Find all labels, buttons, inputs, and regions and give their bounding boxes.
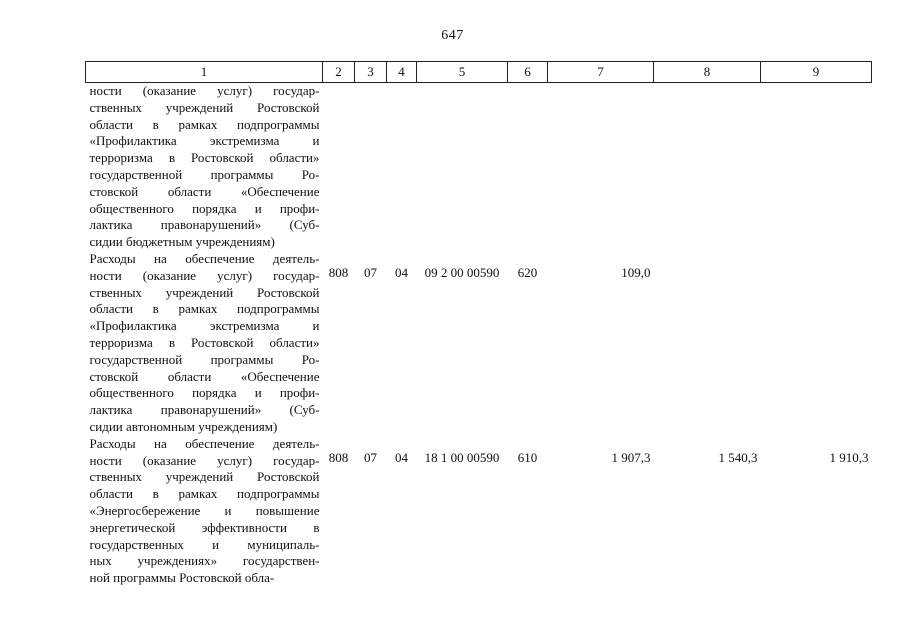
cell-target-article: 18 1 00 00590 <box>424 449 500 465</box>
budget-table <box>85 61 872 587</box>
row-description <box>86 436 323 587</box>
description-line: ности (оказание услуг) государ- <box>89 452 320 468</box>
header-col-6: 6 <box>508 62 548 83</box>
description-line: государственной программы Ро- <box>89 351 320 367</box>
header-col-1: 1 <box>86 62 323 83</box>
row-description <box>86 83 323 251</box>
description-line: ственных учреждений Ростовской <box>89 284 320 300</box>
cell-target-article: 09 2 00 00590 <box>424 264 500 280</box>
cell-ministry-code <box>323 83 355 251</box>
description-line: лактика правонарушений» (Суб- <box>89 217 320 233</box>
description-line: ности (оказание услуг) государ- <box>89 83 320 98</box>
cell-expense-type: 620 <box>517 264 538 280</box>
description-line: ственных учреждений Ростовской <box>89 99 320 115</box>
description-line: терроризма в Ростовской области» <box>89 150 320 166</box>
header-col-7: 7 <box>548 62 654 83</box>
cell-target-article <box>417 83 508 251</box>
row-description <box>86 251 323 436</box>
cell-amount-year-3 <box>761 251 872 436</box>
cell-expense-type: 610 <box>517 449 538 465</box>
description-line: ной программы Ростовской обла- <box>89 570 275 586</box>
description-line: общественного порядка и профи- <box>89 385 320 401</box>
header-row <box>86 62 872 83</box>
description-line: энергетической эффективности в <box>89 519 320 535</box>
cell-amount-year-1: 109,0 <box>621 264 651 280</box>
description-line: ных учреждениях» государствен- <box>89 553 320 569</box>
cell-subsection: 04 <box>395 449 408 465</box>
description-line: области в рамках подпрограммы <box>89 486 320 502</box>
description-line: «Энергосбережение и повышение <box>89 502 320 518</box>
header-col-8: 8 <box>654 62 761 83</box>
description-line: сидии бюджетным учреждениям) <box>89 234 275 250</box>
description-line: ности (оказание услуг) государ- <box>89 267 320 283</box>
description-line: «Профилактика экстремизма и <box>89 133 320 149</box>
page-number: 647 <box>441 28 464 43</box>
description-line: стовской области «Обеспечение <box>89 368 320 384</box>
table-row <box>86 251 872 436</box>
description-line: государственной программы Ро- <box>89 166 320 182</box>
description-line: терроризма в Ростовской области» <box>89 334 320 350</box>
description-line: общественного порядка и профи- <box>89 200 320 216</box>
cell-subsection <box>387 83 417 251</box>
cell-ministry-code: 808 <box>328 264 349 280</box>
cell-ministry-code: 808 <box>328 449 349 465</box>
cell-subsection: 04 <box>395 264 408 280</box>
cell-amount-year-3: 1 910,3 <box>829 449 869 465</box>
description-line: «Профилактика экстремизма и <box>89 318 320 334</box>
description-line: области в рамках подпрограммы <box>89 301 320 317</box>
table-body <box>86 83 872 587</box>
cell-expense-type <box>508 83 548 251</box>
header-col-5: 5 <box>417 62 508 83</box>
cell-amount-year-2 <box>654 251 761 436</box>
description-line: сидии автономным учреждениям) <box>89 418 278 434</box>
cell-amount-year-2 <box>654 83 761 251</box>
header-col-9: 9 <box>761 62 872 83</box>
description-line: стовской области «Обеспечение <box>89 183 320 199</box>
cell-section: 07 <box>364 449 377 465</box>
table-row <box>86 436 872 587</box>
description-line: области в рамках подпрограммы <box>89 116 320 132</box>
description-line: ственных учреждений Ростовской <box>89 469 320 485</box>
description-line: государственных и муниципаль- <box>89 536 320 552</box>
table-row <box>86 83 872 251</box>
cell-amount-year-1: 1 907,3 <box>611 449 651 465</box>
cell-amount-year-3 <box>761 83 872 251</box>
header-col-4: 4 <box>387 62 417 83</box>
description-line: Расходы на обеспечение деятель- <box>89 435 320 451</box>
header-col-3: 3 <box>355 62 387 83</box>
cell-amount-year-1 <box>548 83 654 251</box>
description-line: лактика правонарушений» (Суб- <box>89 402 320 418</box>
cell-amount-year-2: 1 540,3 <box>718 449 758 465</box>
header-col-2: 2 <box>323 62 355 83</box>
cell-section <box>355 83 387 251</box>
description-line: Расходы на обеспечение деятель- <box>89 250 320 266</box>
cell-section: 07 <box>364 264 377 280</box>
